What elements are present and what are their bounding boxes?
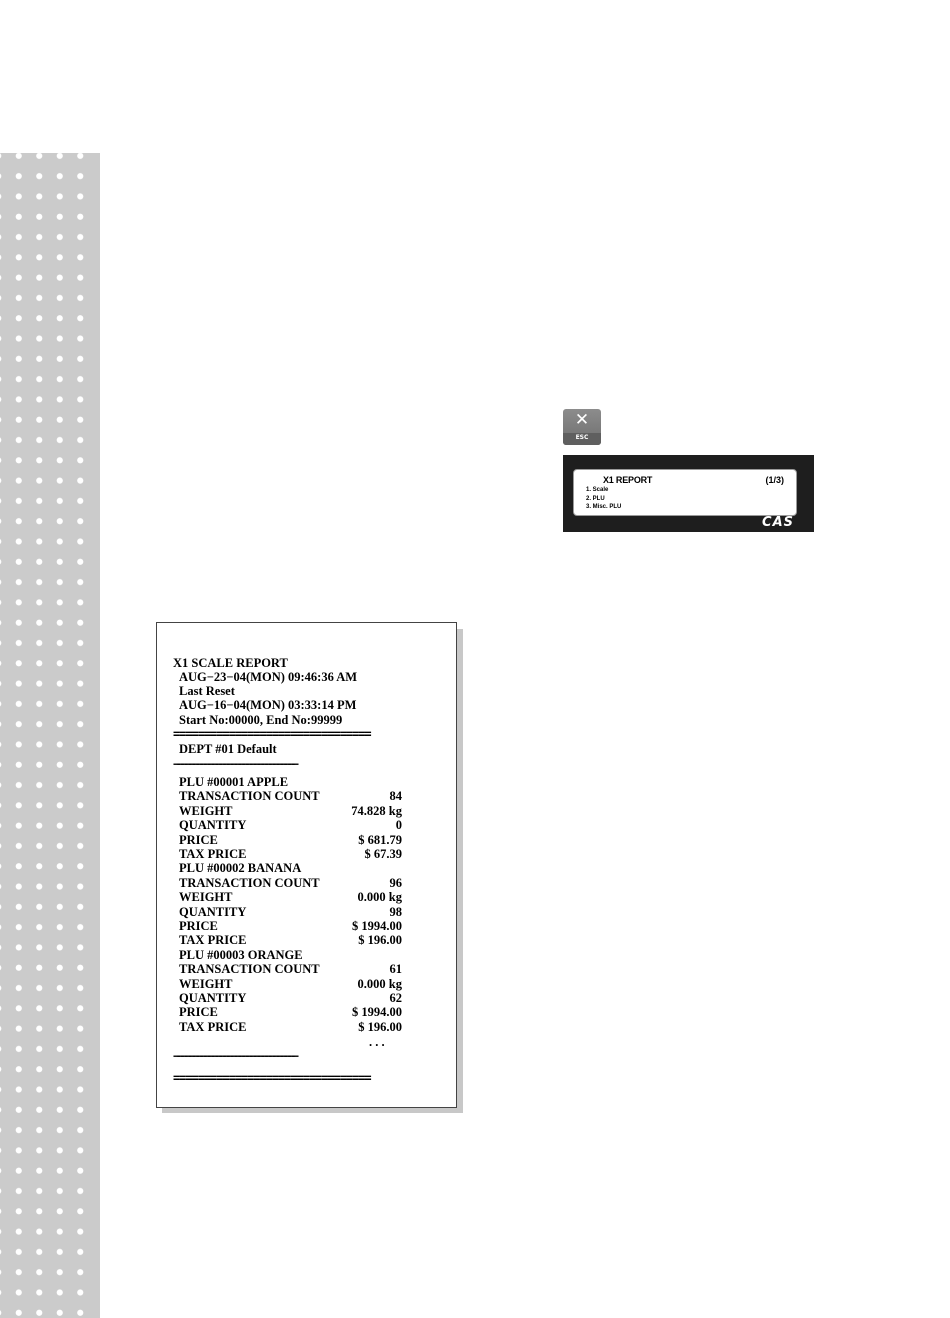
ellipsis: . . . [369, 1035, 385, 1049]
display-menu-item-scale[interactable]: 1. Scale [586, 487, 609, 493]
plu-row-value: 98 [389, 904, 402, 919]
display-menu-item-misc-plu[interactable]: 3. Misc. PLU [586, 504, 622, 510]
plu-row-label: PRICE [179, 919, 218, 933]
plu-row-value: 0.000 kg [357, 976, 402, 991]
plu-row-label: WEIGHT [179, 803, 233, 818]
side-dot-strip [0, 153, 100, 1318]
plu-row-label: WEIGHT [179, 976, 233, 991]
plu-row-value: 61 [389, 962, 402, 977]
receipt-date: AUG−23−04(MON) 09:46:36 AM [179, 670, 358, 684]
plu-row-label: PRICE [179, 832, 218, 847]
separator-dash-top: −−−−−−−−−−−−−−−−−−−−−−−−−−−−−−−− [173, 758, 296, 770]
esc-key-label: ESC [575, 434, 589, 441]
plu-row-label: PRICE [179, 1005, 218, 1020]
plu-row-value: 0.000 kg [357, 890, 402, 905]
plu-row-label: QUANTITY [179, 991, 247, 1005]
plu-row-label: QUANTITY [179, 904, 247, 919]
last-reset-date: AUG−16−04(MON) 03:33:14 PM [179, 698, 357, 712]
brand-logo: CAS [762, 515, 794, 530]
plu-row-label: TRANSACTION COUNT [179, 875, 320, 890]
plu-row-label: TRANSACTION COUNT [179, 789, 320, 804]
plu-row-label: WEIGHT [179, 890, 233, 905]
plu-name: PLU #00001 APPLE [179, 775, 289, 789]
display-page-indicator: (1/3) [765, 475, 784, 485]
plu-row-value: $ 196.00 [358, 933, 402, 948]
separator-dash-bottom: −−−−−−−−−−−−−−−−−−−−−−−−−−−−−−−− [173, 1050, 296, 1062]
plu-row-value: $ 196.00 [358, 1019, 402, 1034]
receipt [156, 622, 457, 1108]
lcd-display [563, 455, 814, 532]
plu-row-value: 74.828 kg [351, 803, 402, 818]
dept-line: DEPT #01 Default [179, 742, 277, 756]
plu-row-label: TAX PRICE [179, 847, 247, 861]
receipt-title: X1 SCALE REPORT [173, 656, 288, 670]
number-range: Start No:00000, End No:99999 [179, 713, 343, 727]
plu-row-value: 96 [389, 875, 402, 890]
display-menu-item-plu[interactable]: 2. PLU [586, 495, 605, 502]
plu-row-value: 62 [389, 991, 402, 1005]
display-menu [586, 486, 621, 512]
plu-row-label: TAX PRICE [179, 1019, 247, 1034]
plu-row-value: $ 1994.00 [352, 1005, 402, 1020]
lcd-screen [573, 469, 797, 516]
plu-row-label: TRANSACTION COUNT [179, 962, 320, 977]
plu-row-value: $ 681.79 [358, 832, 402, 847]
plu-name: PLU #00003 ORANGE [179, 947, 303, 962]
plu-row-value: $ 1994.00 [352, 919, 402, 933]
plu-row-label: TAX PRICE [179, 933, 247, 948]
separator-double-top: ================================ [173, 728, 371, 740]
plu-row-value: 84 [389, 789, 402, 804]
separator-double-bottom: ================================ [173, 1072, 371, 1084]
plu-name: PLU #00002 BANANA [179, 861, 302, 876]
plu-row-value: $ 67.39 [364, 847, 402, 861]
display-title: X1 REPORT [603, 475, 653, 485]
plu-row-label: QUANTITY [179, 818, 247, 833]
plu-row-value: 0 [395, 818, 402, 833]
close-icon: ✕ [574, 410, 590, 430]
last-reset-label: Last Reset [179, 684, 235, 698]
esc-key-button[interactable] [563, 409, 601, 445]
